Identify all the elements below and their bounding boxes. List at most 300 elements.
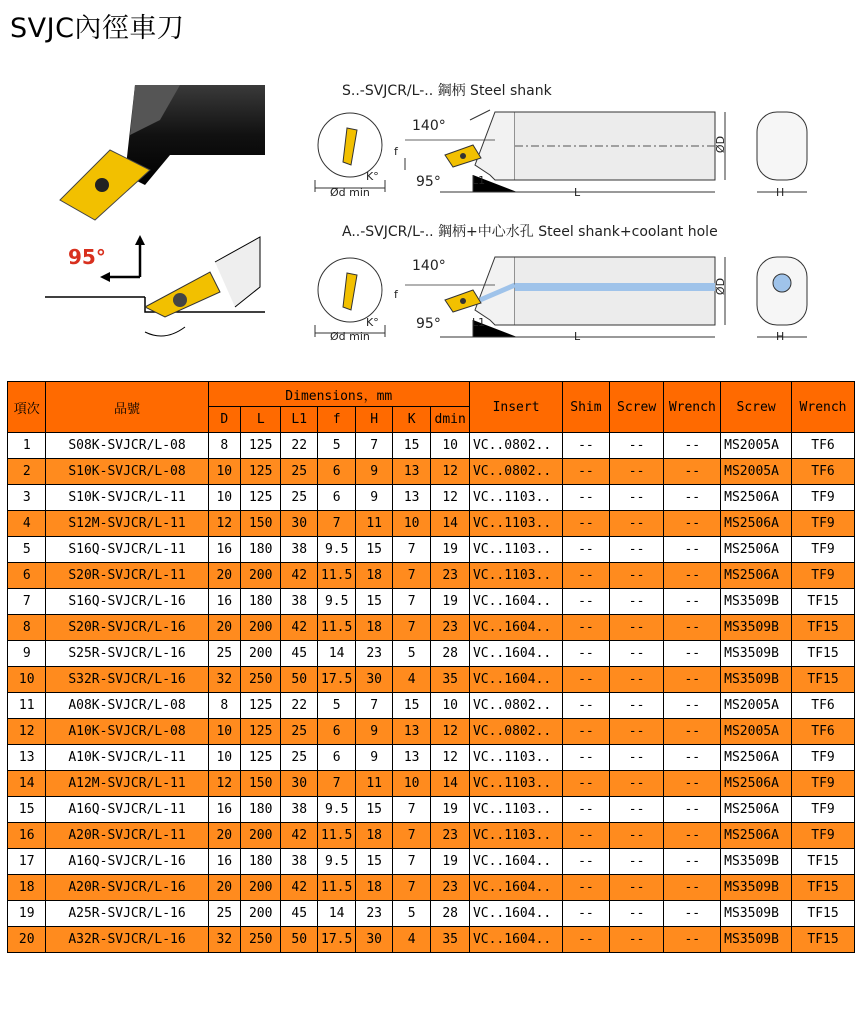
table-cell: -- — [609, 537, 664, 563]
table-cell: VC..1604.. — [469, 641, 562, 667]
table-cell: 22 — [281, 693, 317, 719]
table-cell: -- — [609, 433, 664, 459]
table-cell: -- — [664, 641, 721, 667]
h-label-2: H — [776, 330, 785, 343]
table-cell: -- — [563, 745, 610, 771]
table-cell: 18 — [356, 875, 392, 901]
table-cell: 8 — [208, 433, 240, 459]
table-cell: 15 — [356, 537, 392, 563]
table-cell: -- — [664, 901, 721, 927]
table-cell: VC..1103.. — [469, 823, 562, 849]
col-screw-2: Screw — [721, 382, 792, 433]
table-row — [8, 537, 855, 563]
table-cell: 20 — [208, 875, 240, 901]
table-cell: 18 — [356, 563, 392, 589]
table-cell: 3 — [8, 485, 46, 511]
table-cell: MS2506A — [721, 823, 792, 849]
table-cell: -- — [664, 875, 721, 901]
table-cell: 200 — [240, 875, 281, 901]
table-cell: 19 — [431, 797, 470, 823]
table-cell: MS3509B — [721, 875, 792, 901]
col-f: f — [317, 407, 355, 433]
table-cell: -- — [664, 485, 721, 511]
table-cell: 42 — [281, 615, 317, 641]
table-cell: 25 — [281, 745, 317, 771]
table-cell: 12 — [431, 719, 470, 745]
table-cell: 9 — [8, 641, 46, 667]
table-cell: 25 — [281, 719, 317, 745]
table-cell: 5 — [392, 901, 430, 927]
table-cell: -- — [609, 641, 664, 667]
table-cell: 28 — [431, 641, 470, 667]
table-cell: 19 — [431, 849, 470, 875]
table-cell: VC..1604.. — [469, 875, 562, 901]
table-cell: 15 — [392, 693, 430, 719]
table-cell: VC..1103.. — [469, 745, 562, 771]
angle-140-label: 140° — [412, 118, 446, 134]
table-cell: 7 — [392, 875, 430, 901]
table-cell: -- — [664, 797, 721, 823]
table-cell: 18 — [356, 823, 392, 849]
table-cell: TF9 — [792, 511, 855, 537]
table-cell: -- — [563, 927, 610, 953]
table-cell: S08K-SVJCR/L-08 — [46, 433, 208, 459]
angle-95-label-2: 95° — [416, 316, 441, 332]
col-wrench-2: Wrench — [792, 382, 855, 433]
table-cell: 2 — [8, 459, 46, 485]
table-cell: TF9 — [792, 563, 855, 589]
table-cell: 180 — [240, 849, 281, 875]
table-cell: 16 — [208, 589, 240, 615]
table-cell: VC..1604.. — [469, 901, 562, 927]
table-cell: 11.5 — [317, 823, 355, 849]
table-cell: 42 — [281, 823, 317, 849]
table-cell: TF15 — [792, 849, 855, 875]
l-label: L — [574, 186, 581, 199]
table-cell: 200 — [240, 901, 281, 927]
angle-95-label: 95° — [416, 174, 441, 190]
table-cell: 14 — [317, 901, 355, 927]
table-row — [8, 485, 855, 511]
table-cell: TF15 — [792, 667, 855, 693]
table-cell: 7 — [392, 537, 430, 563]
table-cell: -- — [609, 849, 664, 875]
table-cell: 5 — [392, 641, 430, 667]
table-cell: TF9 — [792, 485, 855, 511]
table-cell: MS2506A — [721, 511, 792, 537]
table-cell: 25 — [281, 459, 317, 485]
table-cell: -- — [609, 771, 664, 797]
table-cell: 7 — [392, 615, 430, 641]
table-cell: 11 — [8, 693, 46, 719]
table-cell: TF15 — [792, 641, 855, 667]
table-cell: 25 — [208, 901, 240, 927]
table-cell: 9.5 — [317, 797, 355, 823]
table-cell: 45 — [281, 901, 317, 927]
table-cell: VC..0802.. — [469, 719, 562, 745]
table-cell: 19 — [8, 901, 46, 927]
table-cell: TF6 — [792, 719, 855, 745]
table-row — [8, 901, 855, 927]
table-cell: 32 — [208, 927, 240, 953]
table-cell: TF15 — [792, 901, 855, 927]
table-cell: 6 — [317, 485, 355, 511]
table-cell: TF6 — [792, 433, 855, 459]
table-cell: -- — [609, 927, 664, 953]
table-cell: VC..1103.. — [469, 797, 562, 823]
table-cell: 12 — [431, 459, 470, 485]
angle-140-label-2: 140° — [412, 258, 446, 274]
col-index: 項次 — [8, 382, 46, 433]
table-cell: 15 — [356, 797, 392, 823]
table-cell: VC..0802.. — [469, 693, 562, 719]
table-cell: TF9 — [792, 745, 855, 771]
dmin-label: Ød min — [330, 186, 370, 199]
table-cell: 13 — [8, 745, 46, 771]
table-cell: 10 — [208, 459, 240, 485]
table-cell: 23 — [431, 875, 470, 901]
table-cell: TF15 — [792, 589, 855, 615]
h-label: H — [776, 186, 785, 199]
table-cell: -- — [609, 823, 664, 849]
steel-shank-caption: S..-SVJCR/L-.. 鋼柄 Steel shank — [342, 83, 552, 99]
table-row — [8, 511, 855, 537]
table-row — [8, 641, 855, 667]
table-cell: MS3509B — [721, 589, 792, 615]
table-cell: -- — [664, 849, 721, 875]
table-cell: VC..1103.. — [469, 537, 562, 563]
table-row — [8, 667, 855, 693]
table-cell: 16 — [8, 823, 46, 849]
table-row — [8, 615, 855, 641]
table-cell: A08K-SVJCR/L-08 — [46, 693, 208, 719]
col-wrench-1: Wrench — [664, 382, 721, 433]
l1-label: L1 — [472, 174, 486, 187]
table-cell: -- — [563, 563, 610, 589]
table-cell: MS2005A — [721, 693, 792, 719]
table-cell: A10K-SVJCR/L-08 — [46, 719, 208, 745]
table-cell: 6 — [317, 719, 355, 745]
table-cell: TF6 — [792, 459, 855, 485]
table-cell: TF9 — [792, 823, 855, 849]
table-cell: 13 — [392, 745, 430, 771]
table-cell: -- — [664, 823, 721, 849]
table-cell: 14 — [317, 641, 355, 667]
table-cell: 125 — [240, 433, 281, 459]
coolant-shank-caption: A..-SVJCR/L-.. 鋼柄+中心水孔 Steel shank+coolant hole — [342, 224, 718, 240]
table-cell: -- — [609, 745, 664, 771]
table-cell: 20 — [208, 563, 240, 589]
table-cell: A25R-SVJCR/L-16 — [46, 901, 208, 927]
table-cell: S25R-SVJCR/L-16 — [46, 641, 208, 667]
table-cell: 38 — [281, 537, 317, 563]
table-cell: 15 — [8, 797, 46, 823]
table-cell: -- — [664, 615, 721, 641]
table-cell: VC..1604.. — [469, 927, 562, 953]
table-cell: 23 — [431, 563, 470, 589]
table-cell: 12 — [8, 719, 46, 745]
table-cell: 42 — [281, 875, 317, 901]
table-cell: 9 — [356, 485, 392, 511]
table-cell: S10K-SVJCR/L-11 — [46, 485, 208, 511]
l-label-2: L — [574, 330, 581, 343]
table-cell: MS2506A — [721, 797, 792, 823]
table-cell: MS3509B — [721, 849, 792, 875]
table-cell: -- — [609, 693, 664, 719]
table-cell: -- — [664, 667, 721, 693]
table-cell: MS2506A — [721, 563, 792, 589]
table-cell: 35 — [431, 667, 470, 693]
table-row — [8, 849, 855, 875]
table-cell: 16 — [208, 849, 240, 875]
table-cell: A20R-SVJCR/L-11 — [46, 823, 208, 849]
table-cell: 7 — [392, 797, 430, 823]
table-cell: 14 — [431, 771, 470, 797]
page-title: SVJC內徑車刀 — [10, 13, 185, 44]
table-cell: VC..1604.. — [469, 589, 562, 615]
table-cell: -- — [609, 875, 664, 901]
table-cell: A10K-SVJCR/L-11 — [46, 745, 208, 771]
table-cell: 16 — [208, 797, 240, 823]
table-cell: MS2506A — [721, 745, 792, 771]
table-cell: S10K-SVJCR/L-08 — [46, 459, 208, 485]
table-cell: 32 — [208, 667, 240, 693]
table-cell: -- — [609, 459, 664, 485]
table-cell: 18 — [356, 615, 392, 641]
table-cell: 25 — [281, 485, 317, 511]
table-cell: 10 — [392, 771, 430, 797]
table-cell: S20R-SVJCR/L-11 — [46, 563, 208, 589]
table-cell: 9 — [356, 459, 392, 485]
table-cell: TF9 — [792, 771, 855, 797]
table-cell: MS3509B — [721, 615, 792, 641]
table-cell: 11.5 — [317, 563, 355, 589]
table-cell: 22 — [281, 433, 317, 459]
table-cell: 4 — [392, 927, 430, 953]
col-screw-1: Screw — [609, 382, 664, 433]
col-h: H — [356, 407, 392, 433]
spec-table-body — [8, 433, 855, 953]
table-cell: TF9 — [792, 797, 855, 823]
photo-angle-label: 95° — [68, 245, 106, 269]
table-cell: VC..1103.. — [469, 771, 562, 797]
table-row — [8, 433, 855, 459]
table-cell: -- — [563, 537, 610, 563]
table-cell: TF15 — [792, 875, 855, 901]
table-cell: -- — [563, 511, 610, 537]
table-row — [8, 771, 855, 797]
table-cell: -- — [563, 667, 610, 693]
table-cell: -- — [609, 563, 664, 589]
col-insert: Insert — [469, 382, 562, 433]
table-cell: 6 — [8, 563, 46, 589]
table-cell: 14 — [431, 511, 470, 537]
table-cell: 11.5 — [317, 615, 355, 641]
table-cell: MS2005A — [721, 459, 792, 485]
table-cell: TF15 — [792, 927, 855, 953]
table-cell: 8 — [8, 615, 46, 641]
table-cell: 23 — [356, 641, 392, 667]
table-cell: 150 — [240, 511, 281, 537]
table-cell: 20 — [8, 927, 46, 953]
table-cell: 200 — [240, 563, 281, 589]
table-cell: 50 — [281, 667, 317, 693]
table-cell: -- — [609, 797, 664, 823]
table-cell: -- — [609, 511, 664, 537]
table-cell: 7 — [392, 823, 430, 849]
table-cell: VC..1103.. — [469, 563, 562, 589]
table-cell: -- — [609, 667, 664, 693]
table-cell: MS2005A — [721, 433, 792, 459]
table-cell: A12M-SVJCR/L-11 — [46, 771, 208, 797]
table-cell: 200 — [240, 823, 281, 849]
table-cell: 150 — [240, 771, 281, 797]
spec-table — [7, 381, 855, 953]
table-cell: 5 — [317, 693, 355, 719]
table-cell: -- — [563, 433, 610, 459]
table-cell: 13 — [392, 459, 430, 485]
table-cell: 19 — [431, 589, 470, 615]
table-cell: MS3509B — [721, 641, 792, 667]
table-cell: -- — [664, 719, 721, 745]
table-cell: -- — [563, 641, 610, 667]
table-cell: -- — [563, 849, 610, 875]
table-row — [8, 927, 855, 953]
table-cell: 12 — [208, 511, 240, 537]
table-cell: A16Q-SVJCR/L-16 — [46, 849, 208, 875]
table-cell: MS2506A — [721, 485, 792, 511]
table-cell: 11 — [356, 771, 392, 797]
table-row — [8, 589, 855, 615]
table-cell: 7 — [317, 511, 355, 537]
table-cell: MS2506A — [721, 771, 792, 797]
table-cell: -- — [609, 719, 664, 745]
table-cell: 12 — [208, 771, 240, 797]
table-cell: S16Q-SVJCR/L-11 — [46, 537, 208, 563]
table-cell: TF15 — [792, 615, 855, 641]
table-row — [8, 797, 855, 823]
table-cell: -- — [664, 537, 721, 563]
table-cell: 7 — [392, 589, 430, 615]
table-cell: 17 — [8, 849, 46, 875]
table-cell: A16Q-SVJCR/L-11 — [46, 797, 208, 823]
table-cell: 7 — [356, 693, 392, 719]
table-cell: 38 — [281, 797, 317, 823]
table-cell: -- — [664, 927, 721, 953]
col-shim: Shim — [563, 382, 610, 433]
table-cell: -- — [563, 823, 610, 849]
table-cell: 35 — [431, 927, 470, 953]
table-cell: 25 — [208, 641, 240, 667]
col-dmin: dmin — [431, 407, 470, 433]
table-cell: 17.5 — [317, 667, 355, 693]
table-cell: 125 — [240, 485, 281, 511]
table-cell: 7 — [392, 849, 430, 875]
d-label-2: ØD — [714, 277, 728, 296]
table-cell: 18 — [8, 875, 46, 901]
table-cell: 30 — [281, 511, 317, 537]
table-cell: -- — [563, 615, 610, 641]
table-cell: 13 — [392, 485, 430, 511]
table-row — [8, 745, 855, 771]
table-cell: 10 — [431, 693, 470, 719]
col-d: D — [208, 407, 240, 433]
table-cell: VC..1103.. — [469, 485, 562, 511]
table-cell: 16 — [208, 537, 240, 563]
table-cell: 12 — [431, 485, 470, 511]
table-cell: VC..1604.. — [469, 667, 562, 693]
table-cell: A20R-SVJCR/L-16 — [46, 875, 208, 901]
table-cell: 14 — [8, 771, 46, 797]
table-cell: S12M-SVJCR/L-11 — [46, 511, 208, 537]
table-cell: 7 — [392, 563, 430, 589]
table-cell: 125 — [240, 745, 281, 771]
table-cell: 9 — [356, 745, 392, 771]
table-cell: 125 — [240, 693, 281, 719]
table-cell: 5 — [317, 433, 355, 459]
l1-label-2: L1 — [472, 316, 486, 329]
table-cell: 4 — [392, 667, 430, 693]
table-cell: VC..1604.. — [469, 615, 562, 641]
table-cell: 28 — [431, 901, 470, 927]
table-cell: A32R-SVJCR/L-16 — [46, 927, 208, 953]
table-cell: 5 — [8, 537, 46, 563]
table-cell: -- — [664, 693, 721, 719]
table-cell: -- — [563, 771, 610, 797]
table-cell: VC..0802.. — [469, 459, 562, 485]
table-cell: 9.5 — [317, 589, 355, 615]
table-cell: 11 — [356, 511, 392, 537]
table-cell: -- — [664, 771, 721, 797]
table-cell: -- — [664, 563, 721, 589]
table-cell: 23 — [431, 615, 470, 641]
table-cell: 10 — [208, 745, 240, 771]
table-cell: 20 — [208, 823, 240, 849]
table-cell: 38 — [281, 589, 317, 615]
table-cell: 30 — [356, 927, 392, 953]
table-cell: 200 — [240, 641, 281, 667]
steel-shank-drawing — [305, 100, 815, 210]
table-cell: 9 — [356, 719, 392, 745]
table-cell: -- — [664, 589, 721, 615]
table-cell: MS3509B — [721, 901, 792, 927]
table-cell: S32R-SVJCR/L-16 — [46, 667, 208, 693]
tool-photo — [50, 80, 270, 230]
table-cell: 6 — [317, 459, 355, 485]
table-cell: -- — [609, 589, 664, 615]
k-label: K° — [366, 170, 379, 183]
table-cell: 23 — [431, 823, 470, 849]
table-cell: 19 — [431, 537, 470, 563]
table-cell: MS3509B — [721, 667, 792, 693]
table-cell: -- — [609, 485, 664, 511]
table-cell: 1 — [8, 433, 46, 459]
table-cell: TF6 — [792, 693, 855, 719]
table-cell: S20R-SVJCR/L-16 — [46, 615, 208, 641]
table-cell: -- — [563, 485, 610, 511]
table-cell: 180 — [240, 589, 281, 615]
dmin-label-2: Ød min — [330, 330, 370, 343]
table-cell: 11.5 — [317, 875, 355, 901]
table-cell: 180 — [240, 537, 281, 563]
table-cell: 13 — [392, 719, 430, 745]
table-cell: 7 — [8, 589, 46, 615]
table-cell: 20 — [208, 615, 240, 641]
table-cell: 9.5 — [317, 849, 355, 875]
table-cell: 180 — [240, 797, 281, 823]
table-cell: 17.5 — [317, 927, 355, 953]
table-cell: 7 — [317, 771, 355, 797]
